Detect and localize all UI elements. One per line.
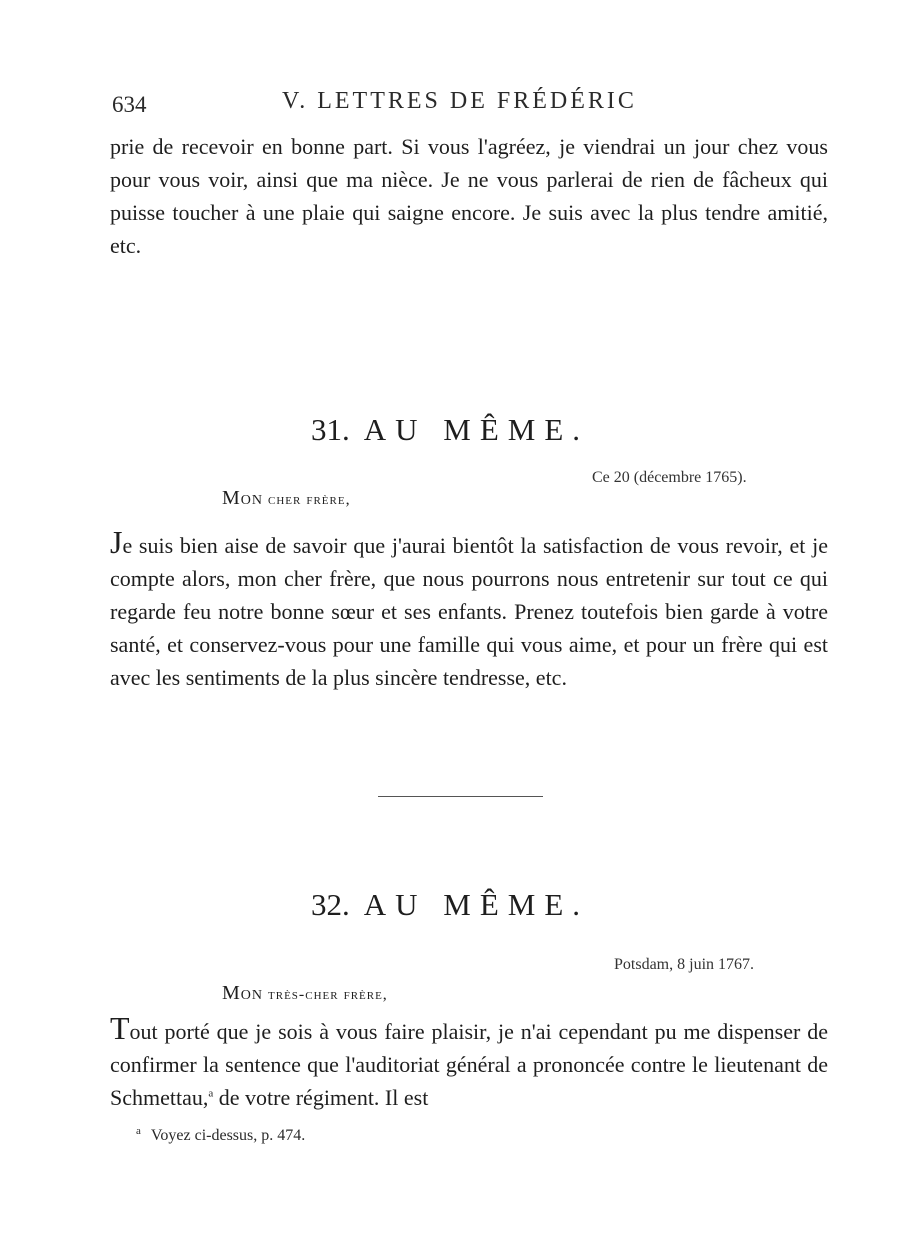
letter-31-salutation [222,487,351,510]
letter-31-number: 31. [310,412,350,447]
letter-32-title: AU MÊME. [363,887,590,922]
letter-31-title: AU MÊME. [363,412,590,447]
letter-32-heading [0,887,900,923]
footnote-reference[interactable]: a [208,1087,214,1100]
continuation-paragraph: prie de recevoir en bonne part. Si vous l'agréez, je viendrai un jour chez vous pour vous voir, ainsi que ma nièce. Je ne vous parlerai de rien de fâcheux qui puisse toucher à une plaie qui saigne encore. Je suis avec la plus tendre amitié, etc. [110,134,828,258]
letter-32-date: Potsdam, 8 juin 1767. [614,956,755,973]
footnote [136,1124,306,1145]
footnote-mark: a [136,1124,141,1137]
letter-32-body-text-end: de votre régiment. Il est [213,1085,429,1110]
letter-31-date: Ce 20 (décembre 1765). [592,469,747,486]
letter-31-salutation-cap: Mon [222,487,264,509]
letter-31-body-text: e suis bien aise de savoir que j'aurai bientôt la satisfaction de vous revoir, et je compte alors, mon cher frère, que nous pourrons nous entretenir sur tout ce qui regarde feu notre bonne sœur et ses enfants. Prenez toutefois bien garde à votre santé, et conservez-vous pour une famille qui vous aime, et pour un frère qui est avec les sentiments de la plus sincère tendresse, etc. [110,533,828,690]
letter-32-body [110,1012,828,1114]
letter-31-salutation-rest: cher frère, [268,491,351,508]
letter-32-salutation-rest: très-cher frère, [268,986,388,1003]
letter-32-body-text: out porté que je sois à vous faire plaisir, je n'ai cependant pu me dispenser de confirmer la sentence que l'auditoriat général a prononcée contre le lieutenant de Schmettau, [110,1019,828,1110]
letter-32-initial: T [110,1010,130,1046]
section-divider [378,796,543,797]
page-number: 634 [112,92,147,117]
letter-31-body [110,526,828,694]
letter-31-heading [0,412,900,448]
letter-32-number: 32. [310,887,350,922]
letter-32-salutation [222,982,388,1005]
running-title: V. LETTRES DE FRÉDÉRIC [282,88,637,114]
letter-31-initial: J [110,524,123,560]
page-header [112,84,832,124]
footnote-text: Voyez ci-dessus, p. 474. [150,1127,306,1144]
letter-32-salutation-cap: Mon [222,982,264,1004]
